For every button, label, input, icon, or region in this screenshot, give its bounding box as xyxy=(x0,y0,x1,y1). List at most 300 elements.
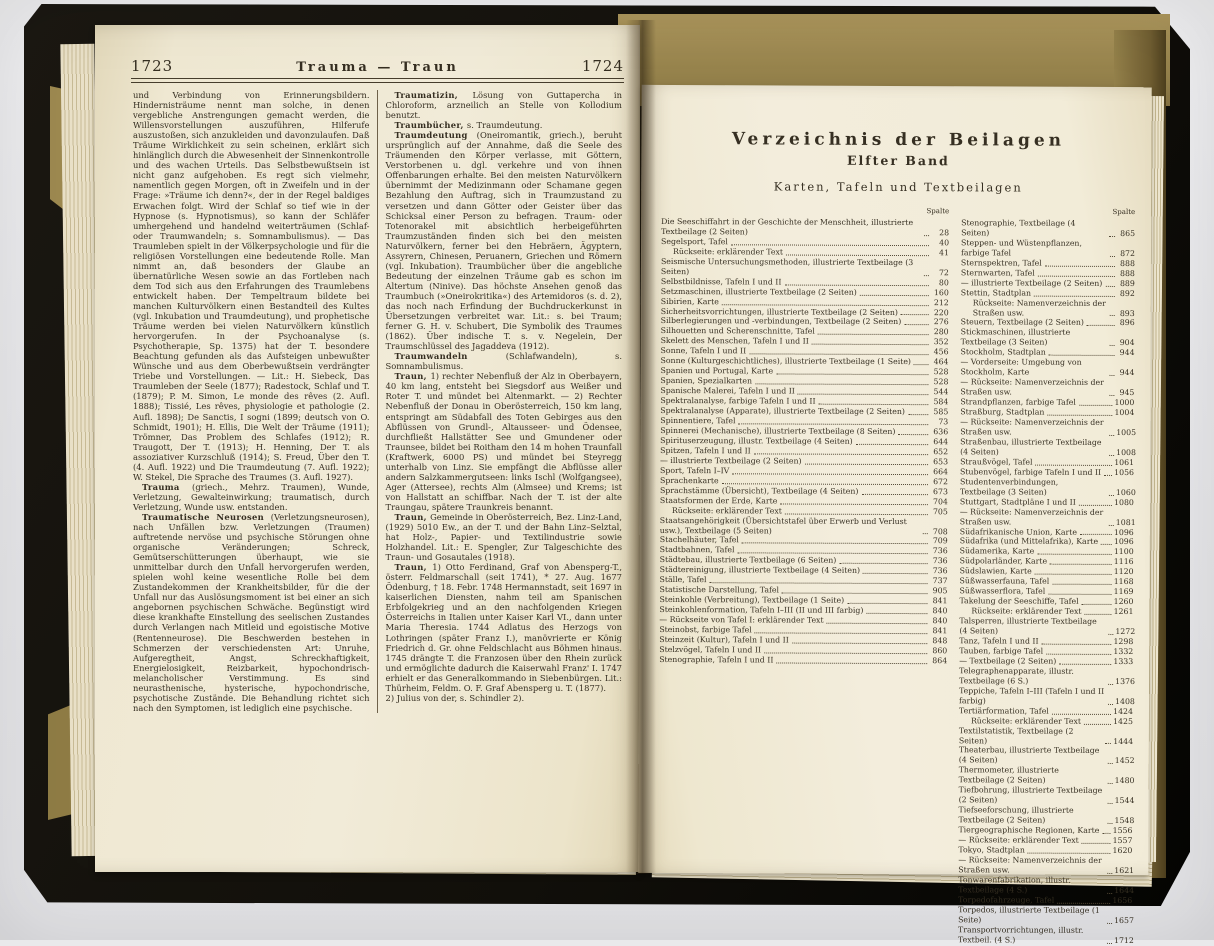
index-entry-column-number: 1333 xyxy=(1113,656,1134,666)
index-entry-text: Südafrikanische Union, Karte xyxy=(959,526,1077,537)
dot-leader xyxy=(1087,325,1115,326)
index-entry-column-number: 664 xyxy=(933,466,949,477)
dot-leader xyxy=(1059,664,1111,665)
entry-paragraph: Traumdeutung (Oneiromantik, griech.), beruht ursprünglich auf der Annahme, daß die Seele des Träumenden den Körper verlasse, mit Göttern, Verstorbenen u. dgl. verkehre und von ihnen Offenbarungen erhalte. Bei den meisten Naturvölkern übernimmt der Medizinmann oder Schamane gegen Bezahlung den Auftrag, sich in Traumzustand zu versetzen und dann Götter oder Geister über das Schicksal einer Person zu befragen. Traum- oder Totenorakel mit absichtlich herbeigeführten Traumzuständen finden sich bei den meisten Naturvölkern, ferner bei den Hebräern, Ägyptern, Assyrern, Chinesen, Peruanern, Griechen und Römern (vgl. Inkubation). Traumbücher über die angebliche Bedeutung der einzelnen Träume gab es schon im Altertum (Ninive). Das höchste Ansehen genoß das Traumbuch (»Oneirokritika«) des Artemidoros (s. d. 2), das noch nach Erfindung der Buchdruckerkunst in Übersetzungen verbreitet war. Lit.: s. bei Traum; ferner G. H. v. Schubert, Die Symbolik des Traumes (1862). Über indische T. s. v. Negelein, Der Traumschlüssel des Jagaddeva (1912). xyxy=(385,130,622,352)
index-entry-column-number: 41 xyxy=(939,248,950,258)
index-column-2 xyxy=(958,207,1135,945)
index-entry-column-number: 280 xyxy=(933,327,949,337)
dot-leader xyxy=(1110,315,1115,316)
index-columns xyxy=(658,206,1135,946)
dot-leader xyxy=(863,573,928,574)
index-entry-text: Telegraphenapparate, illustr. Textbeilage (6 S.) xyxy=(959,666,1074,686)
index-entry-column-number: 584 xyxy=(933,397,949,407)
entry-paragraph: Trauma (griech., Mehrz. Traumen), Wunde, Verletzung, Gewalteinwirkung; traumatisch, durch Verletzung, Wunde usw. entstanden. xyxy=(133,481,370,512)
index-row xyxy=(960,358,1134,379)
left-page-content xyxy=(131,57,624,826)
index-entry-text: — Rückseite von Tafel I: erklärender Text xyxy=(659,615,824,625)
dot-leader xyxy=(839,563,927,564)
index-entry-text: — Rückseite: Namenverzeichnis der Straßen usw. xyxy=(960,417,1104,437)
index-entry-column-number: 736 xyxy=(932,556,948,566)
dot-leader xyxy=(780,503,928,505)
index-entry-column-number: 893 xyxy=(1119,308,1135,318)
index-entry-column-number: 1272 xyxy=(1115,626,1136,637)
index-row xyxy=(960,477,1134,498)
dot-leader xyxy=(860,294,929,295)
index-entry-column-number: 708 xyxy=(932,526,948,536)
index-entry-column-number: 1620 xyxy=(1112,845,1133,856)
dot-leader xyxy=(1052,584,1111,585)
dot-leader xyxy=(901,315,929,316)
dot-leader xyxy=(1082,604,1112,605)
dot-leader xyxy=(1028,853,1111,854)
dot-leader xyxy=(1108,783,1113,784)
running-header xyxy=(131,57,624,75)
index-entry-text: — illustrierte Textbeilage (2 Seiten) xyxy=(960,277,1103,288)
index-entry-text: Silhouetten und Scherenschnitte, Tafel xyxy=(660,326,815,337)
entry-paragraph: Traumwandeln (Schlafwandeln), s. Somnambulismus. xyxy=(385,351,622,372)
index-row xyxy=(959,746,1133,767)
index-entry-column-number: 673 xyxy=(933,486,948,496)
index-row xyxy=(661,257,949,278)
index-row xyxy=(960,417,1137,438)
index-entry-column-number: 888 xyxy=(1119,268,1135,278)
entry-headword: Traun, xyxy=(394,371,431,382)
section-heading: Karten, Tafeln und Textbeilagen xyxy=(773,179,1023,195)
index-entry-column-number: 888 xyxy=(1120,258,1135,268)
entry-headword: Traumatische Neurosen xyxy=(142,511,271,522)
dot-leader xyxy=(1105,286,1114,287)
index-entry-text: Studentenverbindungen, Textbeilage (3 Seiten) xyxy=(959,477,1059,497)
index-entry-text: Straßburg, Stadtplan xyxy=(960,407,1045,417)
index-entry-text: Steuern, Textbeilage (2 Seiten) xyxy=(960,317,1084,328)
dot-leader xyxy=(908,414,928,415)
dot-leader xyxy=(1037,554,1112,555)
index-entry-text: Süßwasserfauna, Tafel xyxy=(959,576,1050,586)
index-entry-column-number: 1056 xyxy=(1114,467,1135,477)
index-entry-text: Theaterbau, illustrierte Textbeilage (4 Seiten) xyxy=(958,745,1100,765)
index-entry-column-number: 1480 xyxy=(1114,776,1135,786)
running-title: Trauma — Traun xyxy=(296,60,459,75)
index-entry-column-number: 1004 xyxy=(1114,408,1135,418)
index-row xyxy=(659,655,947,666)
dot-leader xyxy=(1102,833,1110,834)
dot-leader xyxy=(1109,236,1115,237)
index-entry-column-number: 1081 xyxy=(1115,517,1136,527)
entry-headword: Traumdeutung xyxy=(394,130,477,141)
index-entry-text: Süßwasserflora, Tafel xyxy=(959,586,1046,596)
index-entry-column-number: 1169 xyxy=(1113,587,1134,597)
index-row xyxy=(961,328,1135,349)
index-entry-text: Spektralanalyse (Apparate), illustrierte Textbeilage (2 Seiten) xyxy=(660,406,905,417)
dot-leader xyxy=(754,453,928,455)
dot-leader xyxy=(827,623,928,624)
entry-paragraph: Traun, Gemeinde in Oberösterreich, Bez. Linz-Land, (1929) 5010 Ew., an der T. und der Bahn Linz–Selztal, hat Holz-, Papier- und Textilindustrie sowie Holzhandel. Lit.: E. Spengler, Zur Talgeschichte des Traun- und Gosautales (1918). xyxy=(385,511,623,563)
index-entry-column-number: 456 xyxy=(933,347,949,357)
index-entry-text: Seismische Untersuchungsmethoden, illustrierte Textbeilage (3 Seiten) xyxy=(660,256,914,276)
dot-leader xyxy=(784,284,928,286)
index-entry-column-number: 1100 xyxy=(1113,547,1134,557)
index-entry-column-number: 1376 xyxy=(1115,676,1135,686)
index-entry-text: — Textbeilage (2 Seiten) xyxy=(959,656,1057,666)
dot-leader xyxy=(923,275,929,276)
index-entry-text: Rückseite: erklärender Text xyxy=(970,715,1082,726)
dot-leader xyxy=(786,254,929,256)
dot-leader xyxy=(1038,275,1115,276)
index-entry-text: Südamerika, Karte xyxy=(959,546,1035,557)
index-entry-column-number: 945 xyxy=(1119,388,1135,398)
index-entry-column-number: 1060 xyxy=(1115,487,1136,497)
index-entry-column-number: 1544 xyxy=(1114,796,1135,806)
dot-leader xyxy=(1049,355,1115,356)
dot-leader xyxy=(898,434,928,435)
index-entry-column-number: 1644 xyxy=(1114,885,1135,895)
index-row xyxy=(960,507,1134,528)
dot-leader xyxy=(732,473,928,475)
entry-headword: Traumatizin, xyxy=(394,90,473,100)
dot-leader xyxy=(1052,713,1111,714)
index-entry-column-number: 1116 xyxy=(1113,557,1134,567)
index-entry-column-number: 889 xyxy=(1119,278,1135,288)
index-entry-text: Spektralanalyse, farbige Tafeln I und II xyxy=(660,396,816,406)
index-entry-text: Transportvorrichtungen, illustr. Textbeil. (4 S.) xyxy=(957,924,1084,945)
index-row xyxy=(661,217,949,238)
index-entry-text: Sonne (Kulturgeschichtliches), illustrierte Textbeilage (1 Seite) xyxy=(660,356,912,367)
index-entry-text: Tertiärformation, Tafel xyxy=(958,705,1049,716)
dot-leader xyxy=(904,324,928,325)
dot-leader xyxy=(785,513,928,515)
dot-leader xyxy=(1042,644,1112,645)
index-entry-column-number: 212 xyxy=(933,297,949,307)
index-entry-column-number: 896 xyxy=(1119,318,1135,328)
index-row xyxy=(960,437,1134,458)
index-row xyxy=(959,616,1136,637)
dot-leader xyxy=(1079,405,1113,406)
index-entry-column-number: 848 xyxy=(932,636,948,646)
index-entry-column-number: 72 xyxy=(938,267,949,277)
index-entry-column-number: 892 xyxy=(1119,288,1135,298)
index-entry-text: Staatsangehörigkeit (Übersichtstafel über Erwerb und Verlust usw.), Textbeilage (5 Seiten) xyxy=(659,515,907,535)
index-entry-text: Städtebau, illustrierte Textbeilage (6 Seiten) xyxy=(659,555,837,566)
index-entry-column-number: 1080 xyxy=(1114,497,1134,507)
index-entry-text: Sternspektren, Tafel xyxy=(960,258,1042,268)
index-entry-column-number: 1656 xyxy=(1112,895,1133,905)
dot-leader xyxy=(805,463,928,465)
index-entry-text: Takelung der Seeschiffe, Tafel xyxy=(959,596,1079,606)
index-entry-text: Sprachstämme (Übersicht), Textbeilage (4 Seiten) xyxy=(659,485,859,496)
index-column-1 xyxy=(658,206,949,945)
index-entry-text: — Rückseite: Namenverzeichnis der Straßen usw. xyxy=(960,377,1104,397)
index-entry-text: Setzmaschinen, illustrierte Textbeilage (2 Seiten) xyxy=(660,286,857,297)
index-entry-column-number: 1000 xyxy=(1114,398,1135,408)
index-entry-text: Statistische Darstellung, Tafel xyxy=(659,585,779,595)
index-entry-text: Torpedos, illustrierte Textbeilage (1 Seite) xyxy=(958,904,1100,925)
index-entry-column-number: 1408 xyxy=(1115,696,1135,706)
dot-leader xyxy=(742,543,928,545)
entry-headword: Traun, xyxy=(394,562,433,573)
index-entry-column-number: 1557 xyxy=(1112,835,1133,846)
index-entry-text: Tiefbohrung, illustrierte Textbeilage (2 Seiten) xyxy=(958,785,1103,805)
index-row xyxy=(958,805,1135,826)
index-entry-text: Städtereinigung, illustrierte Textbeilage (4 Seiten) xyxy=(659,565,861,576)
dot-leader xyxy=(1109,435,1114,436)
entry-paragraph: Traumbücher, s. Traumdeutung. xyxy=(394,120,543,131)
dot-leader xyxy=(1034,295,1115,296)
dot-leader xyxy=(1107,893,1112,894)
index-entry-column-number: 1657 xyxy=(1114,915,1134,925)
article-column-1724 xyxy=(377,90,625,713)
index-entry-column-number: 872 xyxy=(1120,248,1136,258)
index-entry-column-number: 544 xyxy=(933,387,949,397)
index-entry-text: Skelett des Menschen, Tafeln I und II xyxy=(660,336,809,347)
index-entry-column-number: 1168 xyxy=(1113,577,1134,587)
index-entry-text: Segelsport, Tafel xyxy=(661,236,728,247)
index-row xyxy=(961,238,1135,259)
index-entry-column-number: 1005 xyxy=(1116,427,1137,438)
dot-leader xyxy=(1108,823,1113,824)
index-entry-column-number: 1096 xyxy=(1113,537,1134,547)
index-entry-column-number: 864 xyxy=(932,656,948,666)
column-header-spalte: Spalte xyxy=(1112,207,1136,217)
index-entry-column-number: 944 xyxy=(1119,368,1135,378)
dot-leader xyxy=(1108,684,1113,685)
dot-leader xyxy=(1084,614,1111,615)
index-entry-column-number: 636 xyxy=(933,427,949,437)
index-entry-text: Talsperren, illustrierte Textbeilage (4 Seiten) xyxy=(959,616,1097,636)
entry-headword: Traun, xyxy=(394,511,431,522)
index-row xyxy=(958,905,1132,926)
index-entry-text: Spitzen, Tafeln I und II xyxy=(660,445,751,456)
dot-leader xyxy=(782,593,928,595)
index-row xyxy=(960,377,1134,398)
index-entry-column-number: 28 xyxy=(939,228,950,238)
index-entry-text: Sicherheitsvorrichtungen, illustrierte Textbeilage (2 Seiten) xyxy=(660,306,899,317)
index-row xyxy=(961,218,1135,239)
index-entry-column-number: 464 xyxy=(933,357,949,367)
entry-headword: Trauma xyxy=(142,481,193,492)
index-entry-text: Die Seeschiffahrt in der Geschichte der Menschheit, illustrierte Textbeilage (2 Seiten) xyxy=(661,216,914,237)
entry-headword: Traumwandeln xyxy=(394,351,506,362)
right-page xyxy=(638,85,1151,945)
index-entry-text: — Rückseite: erklärender Text xyxy=(958,835,1079,845)
index-entry-column-number: 672 xyxy=(933,476,949,486)
entry-paragraph: Traun, 1) rechter Nebenfluß der Alz in Oberbayern, 40 km lang, entsteht bei Siegsdorf aus Weißer und Roter T. und mündet bei Altenmarkt. — 2) Rechter Nebenfluß der Donau in Oberösterreich, 150 km lang, entspringt am Südabfall des Toten Gebirges aus den Abflüssen von Grundl-, Altausseer- und Ödensee, durchfließt Hallstätter See und Gmundener oder Traunsee, bildet bei Roitham den 14 m hohen Traunfall (Kraftwerk, 6000 PS) und mündet bei Steyregg unterhalb von Linz. Sie empfängt die Abflüsse aller andern Salzkammergutseen: links Ischl (Wolfgangsee), Ager (Attersee), rechts Alm (Almsee) und Krems; ist von Hallstatt an schiffbar. Nach der T. ist der alte Traungau, spätere Traunkreis benannt. xyxy=(385,371,622,512)
index-entry-text: Spanien, Spezialkarten xyxy=(660,376,753,386)
index-entry-column-number: 1061 xyxy=(1114,457,1135,467)
index-entry-column-number: 841 xyxy=(932,626,948,636)
index-entry-text: Tauben, farbige Tafel xyxy=(959,646,1044,656)
index-entry-text: Stuttgart, Stadtpläne I und II xyxy=(959,496,1076,507)
dot-leader xyxy=(755,632,928,634)
index-entry-column-number: 528 xyxy=(933,367,949,377)
index-entry-text: Sonne, Tafeln I und II xyxy=(660,346,747,356)
dot-leader xyxy=(776,374,928,376)
page-title: Verzeichnis der Beilagen xyxy=(731,129,1066,151)
index-row xyxy=(959,686,1133,707)
column-header-spalte: Spalte xyxy=(926,207,950,216)
index-entry-text: Torpedofahrzeuge, Tafel xyxy=(958,895,1055,905)
index-entry-text: Strandpflanzen, farbige Tafel xyxy=(960,397,1076,407)
index-entry-text: Rückseite: erklärender Text xyxy=(971,606,1082,616)
dot-leader xyxy=(1109,395,1114,396)
index-entry-text: Spirituserzeugung, illustr. Textbeilage (4 Seiten) xyxy=(660,435,853,446)
dot-leader xyxy=(1109,495,1114,496)
index-entry-text: Stubenvögel, farbige Tafeln I und II xyxy=(960,467,1102,477)
index-entry-column-number: 905 xyxy=(932,586,948,596)
index-row xyxy=(959,666,1133,687)
dot-leader xyxy=(731,244,929,246)
right-page-content xyxy=(658,129,1137,945)
index-entry-text: Tiergeographische Regionen, Karte xyxy=(958,825,1100,835)
index-entry-column-number: 1444 xyxy=(1113,736,1134,746)
index-entry-column-number: 860 xyxy=(932,646,948,656)
index-entry-column-number: 276 xyxy=(933,317,949,327)
index-entry-text: Südslawien, Karte xyxy=(959,566,1032,576)
dot-leader xyxy=(1048,594,1111,595)
index-entry-column-number: 653 xyxy=(933,456,949,467)
entry-headword: Traumbücher, xyxy=(394,120,467,131)
dot-leader xyxy=(1104,475,1112,476)
index-entry-column-number: 1712 xyxy=(1113,935,1134,945)
index-entry-column-number: 840 xyxy=(932,606,948,616)
index-entry-column-number: 1120 xyxy=(1113,567,1134,577)
dot-leader xyxy=(923,534,928,535)
index-row xyxy=(959,766,1133,787)
index-entry-text: Sprachenkarte xyxy=(659,475,719,485)
index-entry-text: Tiefseeforschung, illustrierte Textbeilage (2 Seiten) xyxy=(958,805,1074,825)
index-entry-text: Stenographie, Tafeln I und II xyxy=(659,654,774,665)
entry-paragraph: Traun, 1) Otto Ferdinand, Graf von Abensperg-T., österr. Feldmarschall (seit 1741), * 27. Aug. 1677 Ödenburg, † 18. Febr. 1748 Hermannstadt, seit 1697 in kaiserlichen Diensten, nahm teil am Spanischen Erbfolgekrieg und an den nachfolgenden Kriegen Österreichs in Italien unter Kaiser Karl VI., dann unter Maria Theresia. 1744 Adlatus des Herzogs von Lothringen (später Franz I.), manövrierte er König Friedrich d. Gr. ohne Feldschlacht aus Böhmen hinaus. 1745 drängte T. die Franzosen über den Rhein zurück und ermöglichte dadurch die Kaiserwahl Franz' I. 1747 erhielt er das Generalkommando in Siebenbürgen. Lit.: Thürheim, Feldm. O. F. Graf Abensperg u. T. (1877). xyxy=(385,562,622,693)
index-entry-text: Stachelhäuter, Tafel xyxy=(659,535,739,545)
index-entry-column-number: 352 xyxy=(933,337,949,347)
dot-leader xyxy=(1084,723,1111,724)
entry-paragraph: 2) Julius von der, s. Schindler 2). xyxy=(385,692,525,703)
index-entry-text: Stenographie, Textbeilage (4 Seiten) xyxy=(961,218,1076,238)
dot-leader xyxy=(1047,415,1112,416)
index-list-2 xyxy=(958,218,1135,945)
dot-leader xyxy=(1110,256,1115,257)
index-entry-column-number: 652 xyxy=(933,447,949,457)
column-number-right: 1724 xyxy=(581,57,624,75)
index-row xyxy=(958,855,1135,876)
dot-leader xyxy=(1079,504,1112,505)
index-row xyxy=(959,786,1133,807)
index-entry-text: — Vorderseite: Umgebung von Stockholm, Karte xyxy=(960,357,1082,377)
index-entry-text: Tokyo, Stadtplan xyxy=(958,845,1025,855)
dot-leader xyxy=(1080,534,1112,535)
dot-leader xyxy=(1108,763,1113,764)
dot-leader xyxy=(755,384,928,386)
index-entry-column-number: 1008 xyxy=(1116,447,1136,457)
dot-leader xyxy=(722,483,928,485)
dot-leader xyxy=(1050,564,1112,565)
dot-leader xyxy=(764,652,927,654)
dot-leader xyxy=(1108,803,1113,804)
index-entry-text: — Rückseite: Namenverzeichnis der Straßen usw. xyxy=(958,855,1102,875)
index-entry-column-number: 80 xyxy=(938,277,949,287)
index-entry-column-number: 40 xyxy=(939,238,950,248)
index-entry-text: Ställe, Tafel xyxy=(659,575,707,585)
dot-leader xyxy=(739,423,929,425)
index-entry-column-number: 1096 xyxy=(1113,527,1134,537)
index-list-1 xyxy=(659,217,949,666)
index-entry-text: Südafrika (und Mittelafrika), Karte xyxy=(959,536,1099,547)
dot-leader xyxy=(1045,265,1115,266)
left-page xyxy=(95,25,640,872)
index-entry-text: Südpolarländer, Karte xyxy=(959,556,1048,567)
dot-leader xyxy=(924,235,929,236)
index-entry-column-number: 709 xyxy=(932,536,948,546)
article-columns xyxy=(131,90,624,713)
index-entry-column-number: 704 xyxy=(932,496,948,506)
index-entry-column-number: 904 xyxy=(1119,338,1135,348)
index-entry-column-number: 1621 xyxy=(1114,865,1135,875)
index-entry-text: Sternwarten, Tafel xyxy=(960,268,1035,278)
index-entry-column-number: 865 xyxy=(1120,228,1136,238)
index-entry-text: Stettin, Stadtplan xyxy=(960,287,1032,298)
index-entry-text: Steinkohlenformation, Tafeln I–III (II und III farbig) xyxy=(659,605,864,615)
index-entry-text: Spanien und Portugal, Karte xyxy=(660,366,774,376)
dot-leader xyxy=(1109,455,1114,456)
index-entry-text: Steinzeit (Kultur), Tafeln I und II xyxy=(659,634,789,645)
index-entry-text: Straßenbau, illustrierte Textbeilage (4 Seiten) xyxy=(960,437,1102,457)
dot-leader xyxy=(1107,873,1112,874)
dot-leader xyxy=(722,304,929,306)
index-entry-text: Stelzvögel, Tafeln I und II xyxy=(659,644,762,655)
index-entry-text: Steinkohle (Verbreitung), Textbeilage (1 Seite) xyxy=(659,595,845,605)
dot-leader xyxy=(818,334,929,335)
dot-leader xyxy=(1108,634,1113,635)
dot-leader xyxy=(1101,544,1112,545)
dot-leader xyxy=(1107,942,1112,943)
volume-subtitle: Elfter Band xyxy=(846,152,950,169)
index-entry-text: Teppiche, Tafeln I–III (Tafeln I und II farbig) xyxy=(959,686,1105,706)
dot-leader xyxy=(1109,524,1114,525)
index-entry-text: Rückseite: erklärender Text xyxy=(671,505,782,516)
dot-leader xyxy=(792,642,928,644)
index-entry-text: Stickmaschinen, illustrierte Textbeilage (3 Seiten) xyxy=(960,327,1071,348)
index-entry-column-number: 1424 xyxy=(1113,706,1134,716)
index-row xyxy=(958,925,1132,946)
index-entry-text: Spanische Malerei, Tafeln I und II xyxy=(660,386,795,396)
dot-leader xyxy=(812,344,929,346)
dot-leader xyxy=(1108,704,1113,705)
index-entry-column-number: 1425 xyxy=(1113,716,1133,726)
index-entry-column-number: 160 xyxy=(933,287,949,297)
index-entry-column-number: 73 xyxy=(938,417,949,427)
index-entry-text: Stockholm, Stadtplan xyxy=(960,347,1046,358)
index-entry-column-number: 585 xyxy=(933,407,949,417)
index-entry-column-number: 1548 xyxy=(1114,816,1135,826)
index-entry-column-number: 840 xyxy=(932,616,948,626)
dot-leader xyxy=(866,613,927,614)
index-row xyxy=(958,875,1135,896)
index-entry-column-number: 705 xyxy=(932,506,948,516)
dot-leader xyxy=(856,444,928,445)
index-entry-column-number: 736 xyxy=(932,546,948,556)
dot-leader xyxy=(1110,345,1115,346)
index-row xyxy=(959,726,1133,747)
index-entry-text: Tonwarenfabrikation, illustr. Textbeilage (4 S.) xyxy=(958,875,1071,895)
index-entry-column-number: 1298 xyxy=(1113,636,1134,647)
article-column-1723 xyxy=(131,90,377,713)
index-row xyxy=(961,298,1135,319)
index-entry-text: Spinnentiere, Tafel xyxy=(660,415,736,426)
index-entry-column-number: 736 xyxy=(932,566,948,576)
index-entry-text: Silberlegierungen und -verbindungen, Textbeilage (2 Seiten) xyxy=(660,316,902,327)
dot-leader xyxy=(1082,843,1111,844)
dot-leader xyxy=(847,603,927,604)
column-number-left: 1723 xyxy=(131,57,174,75)
